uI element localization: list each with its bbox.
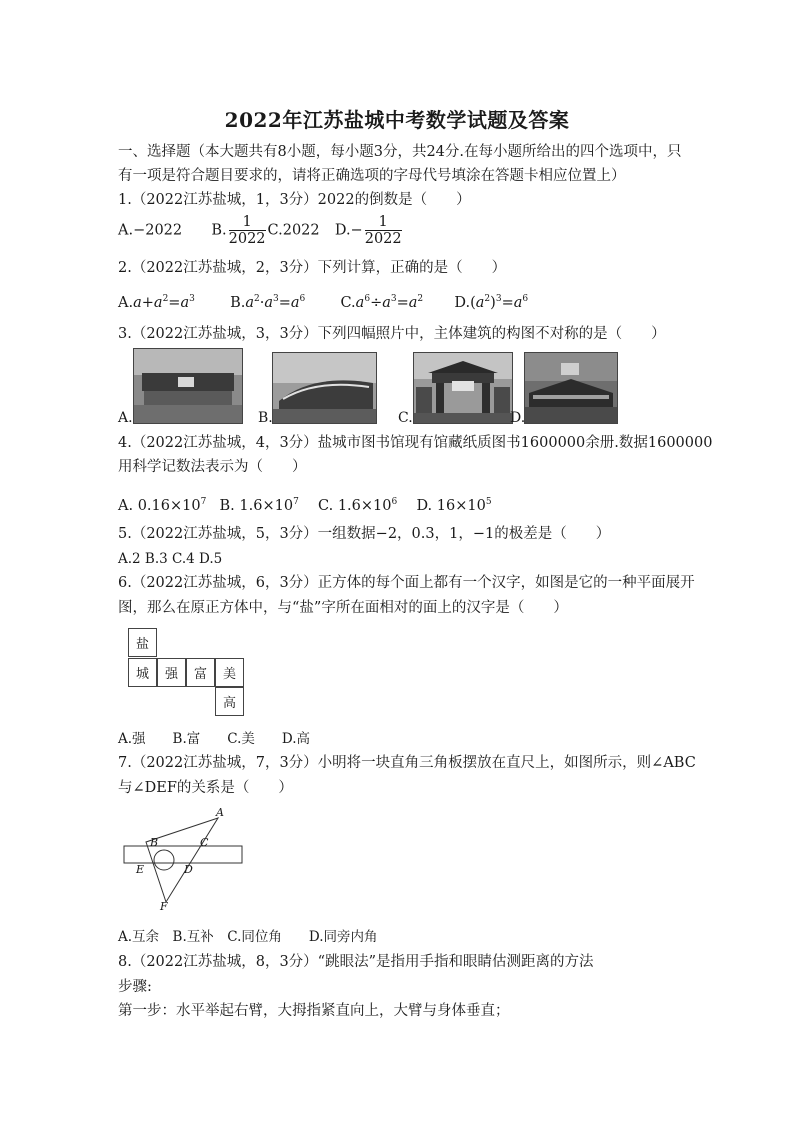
diagram-label: A [216,806,224,819]
q4-option-d: D. $16\times 10^5$ [416,497,492,514]
q3-option-a-label: A. [118,410,133,426]
diagram-label: D [184,863,193,876]
cube-net-diagram [128,628,248,720]
q3-photo-b [272,352,377,424]
cube-net-cell: 美 [215,658,244,687]
question-8-steps-label: 步骤: [118,979,152,995]
question-1-stem: 1.（2022江苏盐城，1，3分）2022的倒数是（ ） [118,192,471,208]
q1-d-denominator: 2022 [364,231,402,247]
q1-option-d-prefix: D.− [334,222,363,239]
cube-net-cell: 城 [128,658,157,687]
section-intro-line-2: 有一项是符合题目要求的，请将正确选项的字母代号填涂在答题卡相应位置上） [118,168,626,184]
question-3-stem: 3.（2022江苏盐城，3，3分）下列四幅照片中，主体建筑的构图不对称的是（ ） [118,326,666,342]
cube-net-cell: 富 [186,658,215,687]
q4-option-c: C. $1.6\times 10^6$ [318,497,398,514]
question-6-stem-line-1: 6.（2022江苏盐城，6，3分）正方体的每个面上都有一个汉字，如图是它的一种平面展开 [118,575,695,591]
q2-option-c-label: C. [340,294,356,311]
question-6-stem-line-2: 图，那么在原正方体中，与“盐”字所在面相对的面上的汉字是（ ） [118,600,568,616]
question-4-stem-line-2: 用科学记数法表示为（ ） [118,459,307,475]
question-5-stem: 5.（2022江苏盐城，5，3分）一组数据−2，0.3，1，−1的极差是（ ） [118,526,611,542]
q2-option-d-label: D. [454,294,471,311]
question-5-options: A.2 B.3 C.4 D.5 [118,551,223,567]
question-4-stem-line-1: 4.（2022江苏盐城，4，3分）盐城市图书馆现有馆藏纸质图书1600000余册.数据1600000 [118,435,713,451]
q1-option-c: C.2022 [267,222,320,239]
page-title: 2022年江苏盐城中考数学试题及答案 [224,108,570,132]
cube-net-cell: 盐 [128,628,157,657]
q1-option-b-prefix: B. [211,222,227,239]
question-2-options [118,289,528,313]
section-intro-line-1: 一、选择题（本大题共有8小题，每小题3分，共24分.在每小题所给出的四个选项中，只 [118,144,682,160]
q2-option-b-expr: $a^2\cdot a^3=a^6$ [245,294,306,311]
diagram-label: E [136,863,145,876]
ruler-triangle-diagram [118,806,248,914]
cube-net-cell: 强 [157,658,186,687]
diagram-label: B [150,836,159,849]
q2-option-a-label: A. [118,294,134,311]
q2-option-b-label: B. [230,294,246,311]
q1-option-b-fraction [229,214,266,247]
q1-b-denominator: 2022 [228,231,266,247]
question-6-options: A.强 B.富 C.美 D.高 [118,731,311,747]
q2-option-a-expr: $a+a^2=a^3$ [133,294,195,311]
q3-photo-a [133,348,243,424]
question-7-options: A.互余 B.互补 C.同位角 D.同旁内角 [118,929,378,945]
question-7-stem-line-1: 7.（2022江苏盐城，7，3分）小明将一块直角三角板摆放在直尺上，如图所示，则∠ABC [118,755,696,771]
q1-option-a: A.−2022 [118,222,183,239]
q1-d-numerator: 1 [365,214,402,231]
q3-option-c-label: C. [398,410,413,426]
question-2-stem: 2.（2022江苏盐城，2，3分）下列计算，正确的是（ ） [118,260,507,276]
diagram-label: C [200,836,209,849]
cube-net-cell: 高 [215,687,244,716]
q4-option-b: B. $1.6\times 10^7$ [219,497,299,514]
question-7-stem-line-2: 与∠DEF的关系是（ ） [118,780,293,796]
question-8-stem: 8.（2022江苏盐城，8，3分）“跳眼法”是指用手指和眼睛估测距离的方法 [118,954,594,970]
q3-option-b-label: B. [258,410,273,426]
question-8-step-1: 第一步：水平举起右臂，大拇指紧直向上，大臂与身体垂直； [118,1003,510,1019]
question-4-options [118,492,492,516]
diagram-label: F [160,900,168,913]
q3-photo-d [524,352,618,424]
q4-option-a: A. $0.16\times 10^7$ [118,497,207,514]
q1-option-d-fraction [365,214,402,247]
q1-b-numerator: 1 [229,214,266,231]
q3-option-d-label: D. [510,410,526,426]
q2-option-c-expr: $a^6\div a^3=a^2$ [355,294,424,311]
q2-option-d-expr: $(a^2)^3=a^6$ [470,294,529,311]
q3-photo-c [413,352,513,424]
question-1-options [118,214,404,247]
